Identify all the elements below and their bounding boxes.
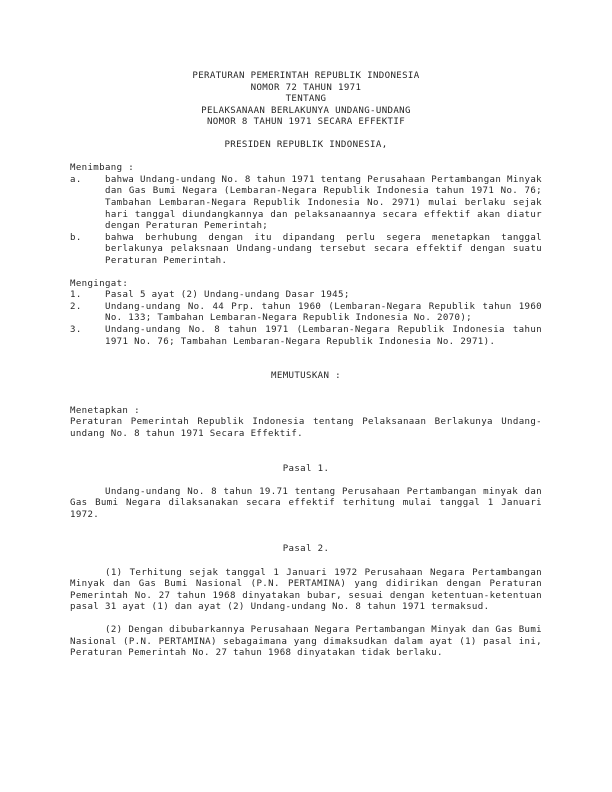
authority-line: PRESIDEN REPUBLIK INDONESIA, (224, 140, 388, 151)
deciding-heading: MEMUTUSKAN : (271, 371, 341, 382)
article-1-heading: Pasal 1. (282, 463, 330, 474)
list-text: Pasal 5 ayat (2) Undang-undang Dasar 1945; (105, 290, 350, 301)
recalling-item-1 (70, 290, 542, 302)
establishing-heading: Menetapkan : (70, 405, 140, 416)
title-line-2: NOMOR 72 TAHUN 1971 (250, 82, 362, 93)
spacer (70, 152, 542, 164)
list-marker: 3. (70, 325, 82, 336)
spacer (70, 267, 542, 279)
list-text: bahwa Undang-undang No. 8 tahun 1971 tentang Perusahaan Pertambangan Minyak dan Gas Bumi Negara (Lembaran-Negara Republik Indonesia tahun 1971 No. 76; Tambahan Lembaran-Negara Republik Indonesia No. 2971) mulai berlaku sejak hari tanggal diundangkannya dan pelaksanaannya secara effektif akan diatur dengan Peraturan Pemerintah; (105, 174, 542, 232)
considering-item-b (70, 233, 542, 268)
considering-heading: Menimbang : (70, 163, 135, 174)
title-line-1: PERATURAN PEMERINTAH REPUBLIK INDONESIA (192, 71, 420, 81)
spacer (70, 129, 542, 141)
spacer (70, 556, 542, 568)
list-text: Undang-undang No. 44 Prp. tahun 1960 (Lembaran-Negara Republik tahun 1960 No. 133; Tambahan Lembaran-Negara Republik Indonesia No. 2070); (105, 301, 542, 324)
spacer (70, 521, 542, 544)
list-text: Undang-undang No. 8 tahun 1971 (Lembaran-Negara Republik Indonesia tahun 1971 No. 76; Tambahan Lembaran-Negara Republik Indonesia No. 2971). (105, 325, 542, 347)
document-body (70, 71, 542, 660)
document-title-block (70, 71, 542, 129)
recalling-item-3 (70, 325, 542, 348)
list-marker: 1. (70, 290, 82, 301)
list-marker: 2. (70, 301, 82, 312)
spacer (70, 475, 542, 487)
title-line-4: PELAKSANAAN BERLAKUNYA UNDANG-UNDANG (201, 105, 411, 116)
article-2-paragraph-2: (2) Dengan dibubarkannya Perusahaan Negara Pertambangan Minyak dan Gas Bumi Nasional (P.N. PERTAMINA) sebagaimana yang dimaksudkan dalam ayat (1) pasal ini, Peraturan Pemerintah No. 27 tahun 1968 dinyatakan tidak berlaku. (70, 625, 542, 659)
article-1-paragraph-1: Undang-undang No. 8 tahun 19.71 tentang Perusahaan Pertambangan minyak dan Gas Bumi Negara dilaksanakan secara effektif terhitung mulai tanggal 1 Januari 1972. (70, 486, 542, 520)
article-2-heading: Pasal 2. (282, 544, 330, 555)
spacer (70, 383, 542, 406)
recalling-heading: Mengingat: (70, 278, 129, 289)
title-line-3: TENTANG (285, 94, 327, 105)
spacer (70, 348, 542, 371)
title-line-5: NOMOR 8 TAHUN 1971 SECARA EFFEKTIF (206, 117, 406, 128)
article-2-paragraph-1: (1) Terhitung sejak tanggal 1 Januari 1972 Perusahaan Negara Pertambangan Minyak dan Gas Bumi Nasional (P.N. PERTAMINA) yang didirikan dengan Peraturan Pemerintah No. 27 tahun 1968 dinyatakan bubar, sesuai dengan ketentuan-ketentuan pasal 31 ayat (1) dan ayat (2) Undang-undang No. 8 tahun 1971 termaksud. (70, 567, 542, 613)
list-text: bahwa berhubung dengan itu dipandang perlu segera menetapkan tanggal berlakunya pelaksnaan Undang-undang tersebut secara effektif dengan suatu Peraturan Pemerintah. (105, 232, 542, 266)
spacer (70, 441, 542, 464)
recalling-item-2 (70, 302, 542, 325)
list-marker: b. (70, 232, 82, 243)
considering-item-a (70, 175, 542, 233)
establishing-text: Peraturan Pemerintah Republik Indonesia tentang Pelaksanaan Berlakunya Undang-undang No. 8 tahun 1971 Secara Effektif. (70, 417, 542, 439)
list-marker: a. (70, 174, 82, 185)
spacer (70, 614, 542, 626)
